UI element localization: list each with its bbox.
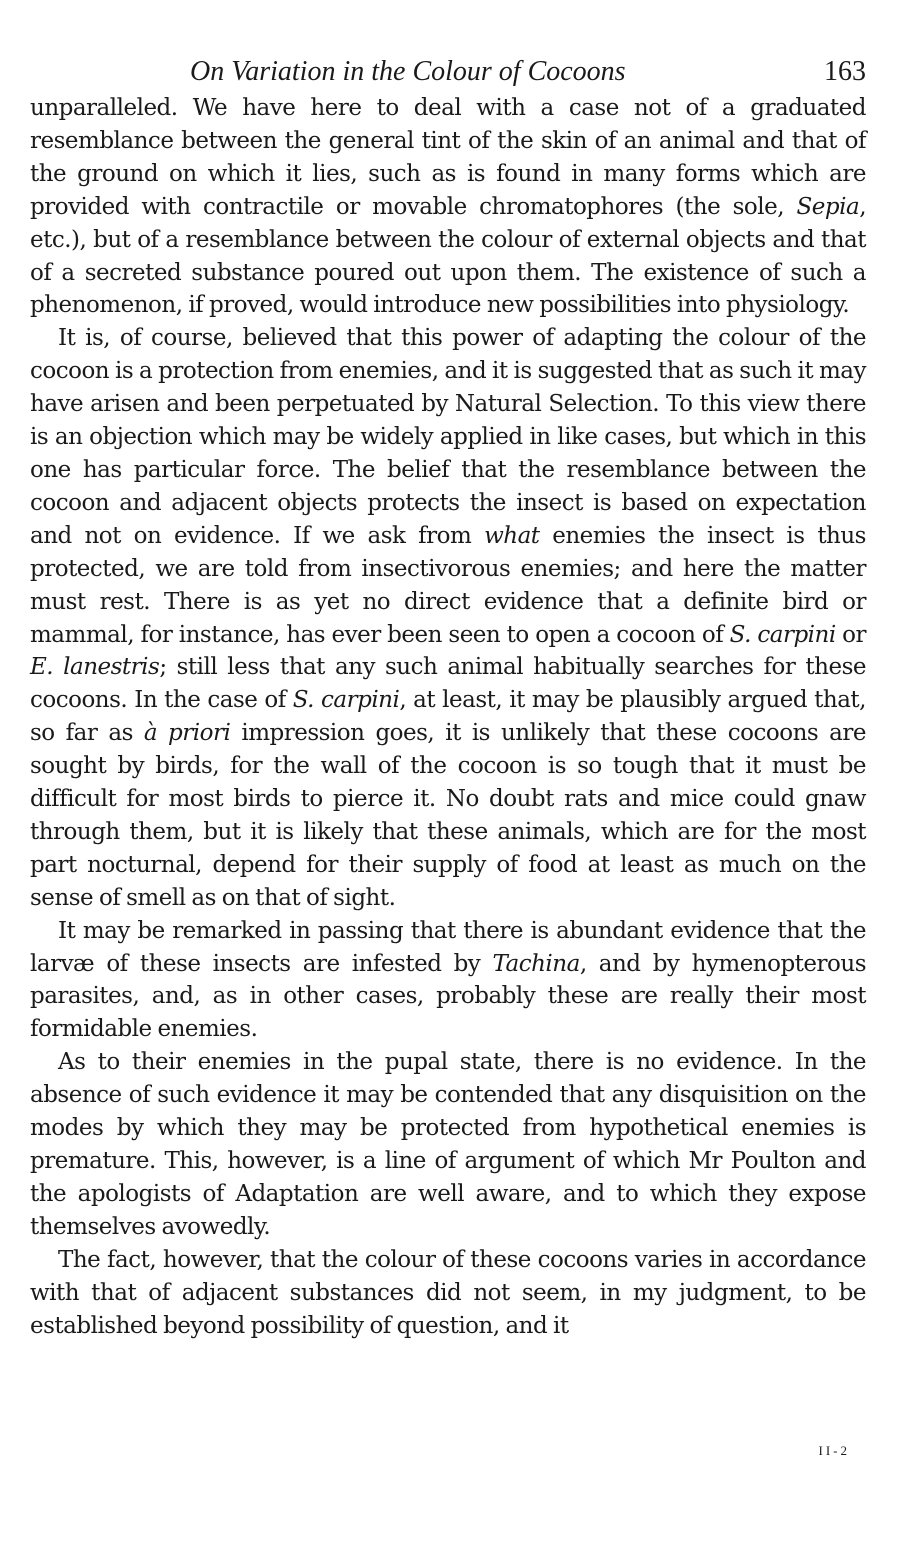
text-run: , etc.), but of a resemblance between the colour of external objects and that of a secreted substance poured out upon them. The existence of such a phenomenon, if proved, would introduce new possibilities into physiology. — [30, 193, 866, 319]
page-number: 163 — [824, 56, 866, 87]
paragraph-2 — [30, 322, 866, 914]
paragraph-4 — [30, 1046, 866, 1243]
text-run: , and by hymenopterous parasites, and, as in other cases, probably these are really their most formidable enemies. — [30, 950, 866, 1043]
italic-term: S. carpini — [292, 687, 400, 714]
italic-term: Sepia — [796, 193, 860, 220]
text-run: It may be remarked in passing that there is abundant evidence that the larvæ of these insects are infested by — [30, 917, 866, 977]
italic-term: E. lanestris — [30, 654, 160, 681]
italic-term: à priori — [143, 720, 231, 747]
page-header — [30, 52, 866, 92]
body-text — [30, 92, 866, 1342]
signature-mark: II-2 — [818, 1443, 850, 1458]
text-run: enemies the insect is thus protected, we are told from insectivorous enemies; and here the matter must rest. There is as yet no direct evidence that a definite bird or mammal, for instance, has ever been seen to open a cocoon of — [30, 522, 866, 648]
text-run: ; still less that any such animal habitually searches for these cocoons. In the case of — [30, 654, 866, 714]
text-run: , at least, it may be plausibly argued that, so far as — [30, 687, 866, 747]
text-run: unparalleled. We have here to deal with a case not of a graduated resemblance between the general tint of the skin of an animal and that of the ground on which it lies, such as is found in many forms which are provided with contractile or movable chromatophores (the sole, — [30, 95, 866, 220]
text-run: The fact, however, that the colour of these cocoons varies in accordance with that of adjacent substances did not seem, in my judgment, to be established beyond possibility of question, and it — [30, 1246, 866, 1339]
paragraph-1 — [30, 92, 866, 322]
italic-term: what — [484, 522, 540, 549]
italic-term: S. carpini — [729, 621, 836, 648]
book-page — [30, 52, 866, 1342]
italic-term: Tachina — [492, 950, 580, 977]
paragraph-5 — [30, 1244, 866, 1343]
text-run: It is, of course, believed that this power of adapting the colour of the cocoon is a protection from enemies, and it is suggested that as such it may have arisen and been perpetuated by Natural Selection. To this view there is an objection which may be widely applied in like cases, but which in this one has particular force. The belief that the resemblance between the cocoon and adjacent objects protects the insect is based on expectation and not on evidence. If we ask from — [30, 325, 866, 549]
paragraph-3 — [30, 915, 866, 1047]
text-run: or — [835, 621, 866, 648]
text-run: impression goes, it is unlikely that these cocoons are sought by birds, for the wall of the cocoon is so tough that it must be difficult for most birds to pierce it. No doubt rats and mice could gnaw through them, but it is likely that these animals, which are for the most part nocturnal, depend for their supply of food at least as much on the sense of smell as on that of sight. — [30, 720, 866, 911]
running-title: On Variation in the Colour of Cocoons — [190, 56, 626, 87]
text-run: As to their enemies in the pupal state, there is no evidence. In the absence of such evidence it may be contended that any disquisition on the modes by which they may be protected from hypothetical enemies is premature. This, however, is a line of argument of which Mr Poulton and the apologists of Adaptation are well aware, and to which they expose themselves avowedly. — [30, 1049, 866, 1240]
